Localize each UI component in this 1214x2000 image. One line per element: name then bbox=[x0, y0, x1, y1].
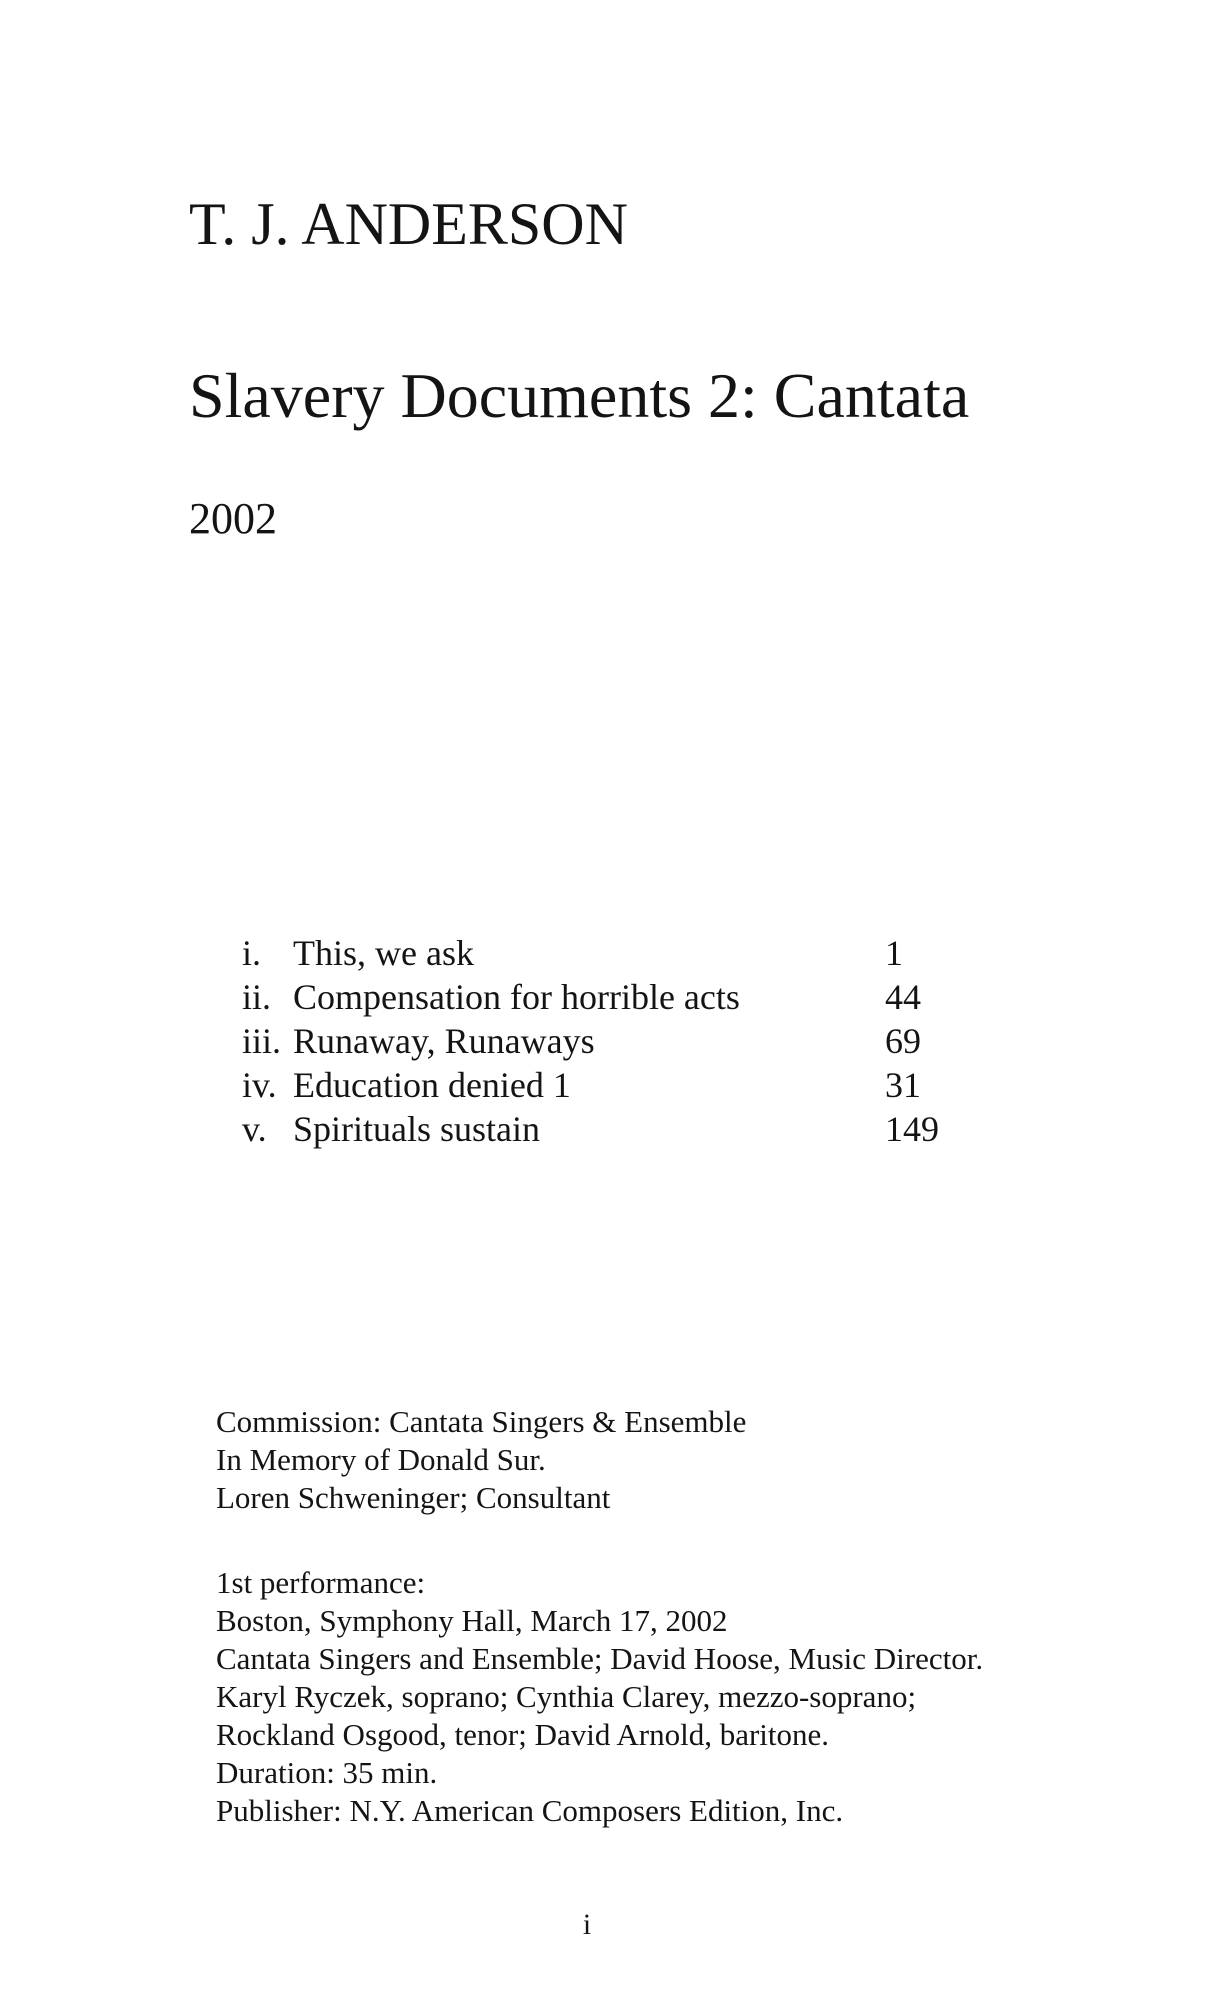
folio-page-number: i bbox=[582, 1908, 592, 1941]
first-performance-block bbox=[216, 1564, 983, 1830]
work-title: Slavery Documents 2: Cantata bbox=[189, 360, 970, 431]
table-of-contents bbox=[0, 931, 1214, 1151]
commission-block bbox=[216, 1403, 746, 1517]
commission-consultant-line: Loren Schweninger; Consultant bbox=[216, 1480, 611, 1515]
toc-movement-title: Runaway, Runaways bbox=[293, 1021, 595, 1061]
toc-row-movement-4 bbox=[0, 1063, 1214, 1107]
performance-ensemble-line: Cantata Singers and Ensemble; David Hoose, Music Director. bbox=[216, 1641, 984, 1676]
composer-name: T. J. ANDERSON bbox=[189, 191, 628, 257]
toc-row-movement-2 bbox=[0, 975, 1214, 1019]
toc-movement-title: This, we ask bbox=[293, 933, 474, 973]
toc-movement-title: Compensation for horrible acts bbox=[293, 977, 740, 1017]
toc-page-number: 69 bbox=[885, 1021, 921, 1061]
toc-numeral: i. bbox=[242, 933, 262, 973]
commission-memory-line: In Memory of Donald Sur. bbox=[216, 1442, 546, 1477]
toc-movement-title: Spirituals sustain bbox=[293, 1109, 541, 1149]
toc-numeral: ii. bbox=[242, 977, 272, 1017]
work-year: 2002 bbox=[189, 494, 277, 543]
toc-page-number: 44 bbox=[885, 977, 921, 1017]
toc-numeral: iv. bbox=[242, 1065, 277, 1105]
toc-row-movement-1 bbox=[0, 931, 1214, 975]
toc-page-number: 1 bbox=[885, 933, 903, 973]
publisher-line: Publisher: N.Y. American Composers Edition, Inc. bbox=[216, 1793, 844, 1828]
toc-page-number: 149 bbox=[885, 1109, 939, 1149]
performance-venue-line: Boston, Symphony Hall, March 17, 2002 bbox=[216, 1603, 728, 1638]
performance-heading: 1st performance: bbox=[216, 1565, 426, 1600]
toc-row-movement-5 bbox=[0, 1107, 1214, 1151]
duration-line: Duration: 35 min. bbox=[216, 1755, 438, 1790]
performance-soloists-line-2: Rockland Osgood, tenor; David Arnold, baritone. bbox=[216, 1717, 830, 1752]
toc-page-number: 31 bbox=[885, 1065, 921, 1105]
commission-line: Commission: Cantata Singers & Ensemble bbox=[216, 1404, 747, 1439]
toc-row-movement-3 bbox=[0, 1019, 1214, 1063]
toc-numeral: v. bbox=[242, 1109, 267, 1149]
toc-movement-title: Education denied 1 bbox=[293, 1065, 571, 1105]
performance-soloists-line-1: Karyl Ryczek, soprano; Cynthia Clarey, mezzo-soprano; bbox=[216, 1679, 917, 1714]
toc-numeral: iii. bbox=[242, 1021, 282, 1061]
